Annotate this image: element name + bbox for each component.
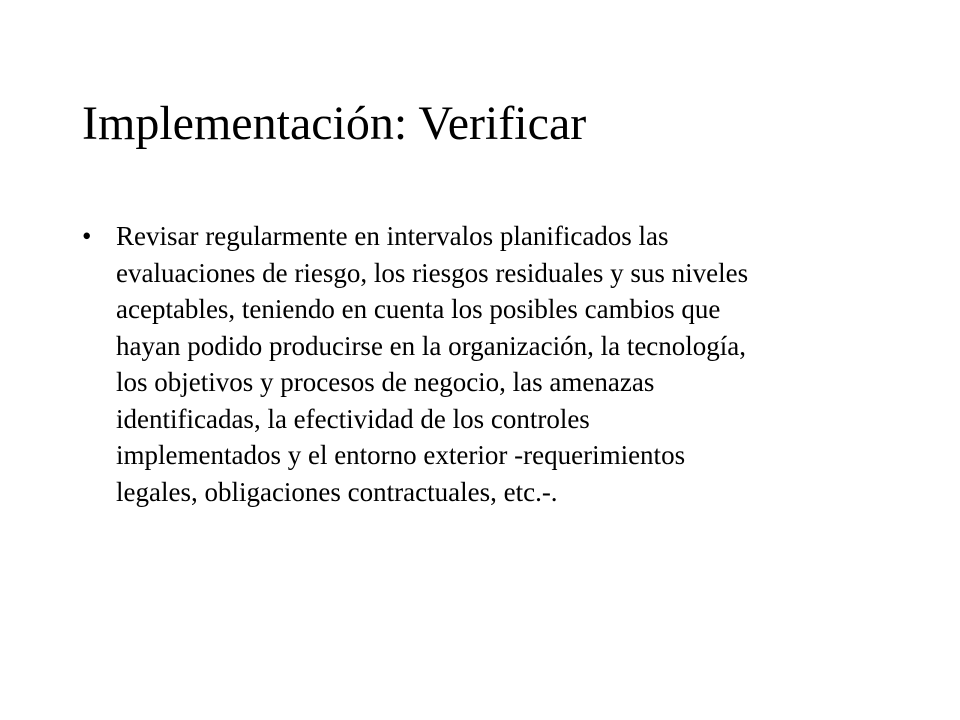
bullet-marker: • [82,221,92,251]
bullet-text-line: Revisar regularmente en intervalos planificados las [116,221,669,251]
bullet-text-line: legales, obligaciones contractuales, etc.-. [116,476,558,507]
bullet-text-line: evaluaciones de riesgo, los riesgos residuales y sus niveles [116,257,749,288]
bullet-text [116,218,748,510]
bullet-text-line: implementados y el entorno exterior -requerimientos [116,440,686,470]
bullet-item [82,218,862,510]
bullet-text-line: hayan podido producirse en la organización, la tecnología, [116,330,747,361]
bullet-list [82,218,862,510]
bullet-text-line: identificadas, la efectividad de los controles [116,403,590,434]
bullet-text-line: aceptables, teniendo en cuenta los posibles cambios que [116,294,721,324]
slide-title: Implementación: Verificar [82,97,587,150]
bullet-text-line: los objetivos y procesos de negocio, las amenazas [116,367,655,397]
